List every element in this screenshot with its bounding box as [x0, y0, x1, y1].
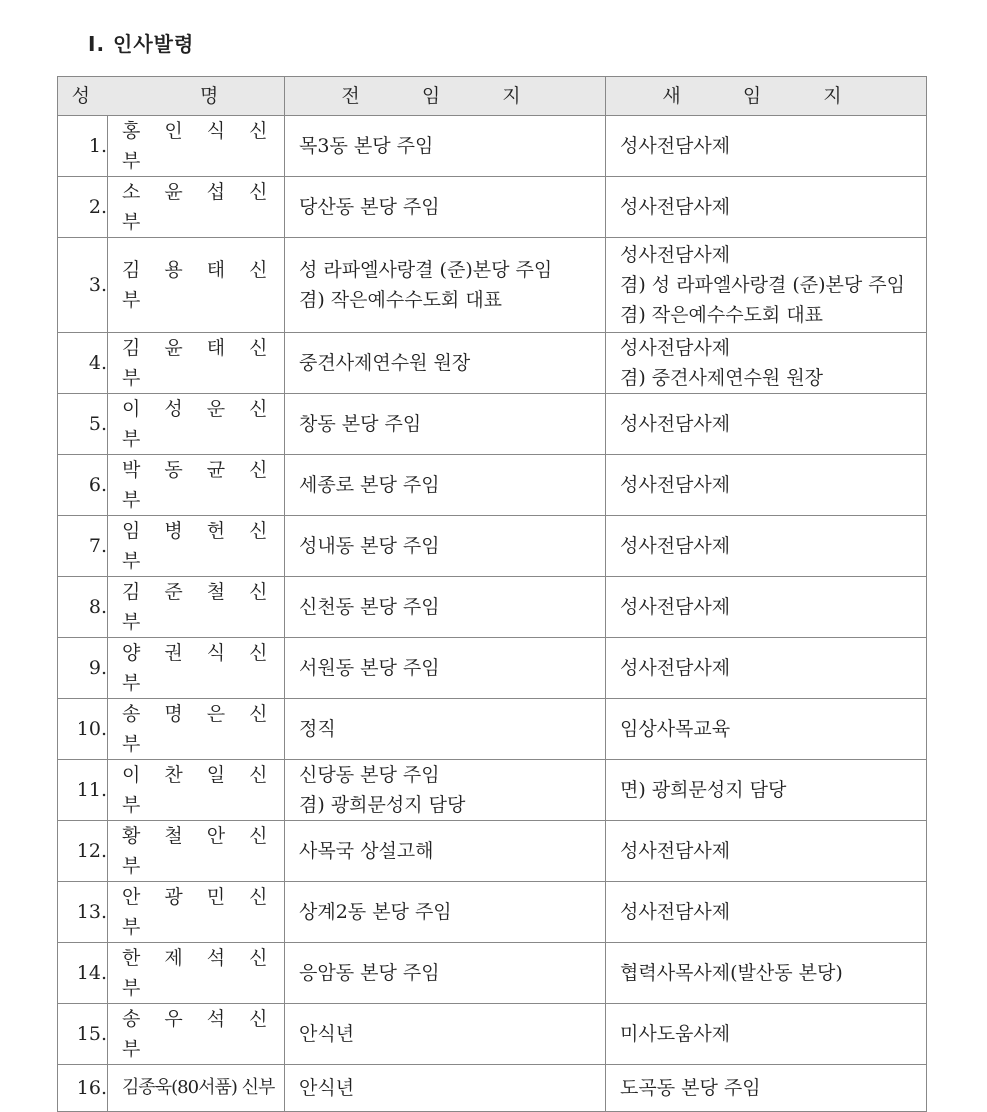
previous-post-line: 당산동 본당 주임: [299, 196, 440, 218]
table-row: [58, 516, 927, 577]
new-post-line: 성사전담사제: [620, 413, 731, 435]
new-post: [606, 238, 927, 333]
previous-post: [285, 1004, 606, 1065]
previous-post-line: 사목국 상설고해: [299, 840, 434, 862]
priest-name: 송 우 석 신부: [108, 1004, 285, 1065]
row-number: 11.: [58, 760, 108, 821]
previous-post-line: 안식년: [299, 1077, 355, 1099]
new-post-line: 성사전담사제: [620, 244, 731, 266]
new-post: [606, 333, 927, 394]
new-post-line: 겸) 중견사제연수원 원장: [620, 367, 824, 389]
previous-post-line: 상계2동 본당 주임: [299, 901, 452, 923]
new-post-line: 성사전담사제: [620, 337, 731, 359]
previous-post: [285, 577, 606, 638]
previous-post-line: 목3동 본당 주임: [299, 135, 434, 157]
new-post-line: 협력사목사제(발산동 본당): [620, 962, 843, 984]
new-post: [606, 1004, 927, 1065]
new-post: [606, 177, 927, 238]
priest-name: 이 성 운 신부: [108, 394, 285, 455]
table-row: [58, 333, 927, 394]
previous-post: [285, 116, 606, 177]
table-row: [58, 238, 927, 333]
header-name: 성 명: [58, 77, 285, 116]
header-to: 새 임 지: [606, 77, 927, 116]
previous-post: [285, 1065, 606, 1112]
previous-post: [285, 943, 606, 1004]
row-number: 7.: [58, 516, 108, 577]
table-row: [58, 455, 927, 516]
new-post-line: 성사전담사제: [620, 135, 731, 157]
table-row: [58, 821, 927, 882]
new-post-line: 도곡동 본당 주임: [620, 1077, 761, 1099]
previous-post: [285, 333, 606, 394]
table-row: [58, 760, 927, 821]
new-post-line: 임상사목교육: [620, 718, 731, 740]
priest-name: 황 철 안 신부: [108, 821, 285, 882]
new-post: [606, 394, 927, 455]
table-row: [58, 177, 927, 238]
priest-name: 김종욱(80서품) 신부: [108, 1065, 285, 1112]
previous-post: [285, 394, 606, 455]
section-title: Ⅰ. 인사발령: [88, 32, 195, 56]
new-post-line: 성사전담사제: [620, 196, 731, 218]
row-number: 5.: [58, 394, 108, 455]
new-post: [606, 760, 927, 821]
table-row: [58, 577, 927, 638]
table-row: [58, 638, 927, 699]
new-post-line: 성사전담사제: [620, 535, 731, 557]
previous-post: [285, 238, 606, 333]
new-post: [606, 943, 927, 1004]
table-row: [58, 1065, 927, 1112]
priest-name: 소 윤 섭 신부: [108, 177, 285, 238]
table-row: [58, 943, 927, 1004]
table-body: [58, 116, 927, 1112]
previous-post-line: 창동 본당 주임: [299, 413, 422, 435]
priest-name: 박 동 균 신부: [108, 455, 285, 516]
previous-post-line: 성내동 본당 주임: [299, 535, 440, 557]
new-post-line: 면) 광희문성지 담당: [620, 779, 787, 801]
table-row: [58, 1004, 927, 1065]
previous-post: [285, 882, 606, 943]
new-post-line: 겸) 작은예수수도회 대표: [620, 304, 824, 326]
new-post-line: 미사도움사제: [620, 1023, 731, 1045]
new-post: [606, 516, 927, 577]
row-number: 6.: [58, 455, 108, 516]
previous-post: [285, 177, 606, 238]
new-post: [606, 882, 927, 943]
row-number: 9.: [58, 638, 108, 699]
row-number: 8.: [58, 577, 108, 638]
priest-name: 홍 인 식 신부: [108, 116, 285, 177]
priest-name: 김 준 철 신부: [108, 577, 285, 638]
priest-name: 송 명 은 신부: [108, 699, 285, 760]
new-post-line: 성사전담사제: [620, 596, 731, 618]
priest-name: 이 찬 일 신부: [108, 760, 285, 821]
new-post-line: 성사전담사제: [620, 901, 731, 923]
priest-name: 김 윤 태 신부: [108, 333, 285, 394]
previous-post: [285, 516, 606, 577]
appointments-table: [57, 76, 927, 1112]
new-post: [606, 699, 927, 760]
row-number: 2.: [58, 177, 108, 238]
new-post-line: 성사전담사제: [620, 474, 731, 496]
previous-post: [285, 638, 606, 699]
priest-name: 김 용 태 신부: [108, 238, 285, 333]
previous-post-line: 정직: [299, 718, 336, 740]
table-row: [58, 116, 927, 177]
priest-name: 임 병 헌 신부: [108, 516, 285, 577]
table-row: [58, 699, 927, 760]
previous-post-line: 성 라파엘사랑결 (준)본당 주임: [299, 259, 553, 281]
previous-post: [285, 699, 606, 760]
previous-post-line: 중견사제연수원 원장: [299, 352, 471, 374]
new-post-line: 겸) 성 라파엘사랑결 (준)본당 주임: [620, 274, 905, 296]
new-post: [606, 455, 927, 516]
row-number: 16.: [58, 1065, 108, 1112]
row-number: 3.: [58, 238, 108, 333]
previous-post-line: 안식년: [299, 1023, 355, 1045]
previous-post-line: 서원동 본당 주임: [299, 657, 440, 679]
row-number: 1.: [58, 116, 108, 177]
new-post: [606, 821, 927, 882]
row-number: 13.: [58, 882, 108, 943]
previous-post-line: 신천동 본당 주임: [299, 596, 440, 618]
new-post: [606, 577, 927, 638]
previous-post: [285, 455, 606, 516]
priest-name: 안 광 민 신부: [108, 882, 285, 943]
new-post: [606, 638, 927, 699]
row-number: 14.: [58, 943, 108, 1004]
table-row: [58, 394, 927, 455]
row-number: 4.: [58, 333, 108, 394]
table-row: [58, 882, 927, 943]
previous-post: [285, 821, 606, 882]
row-number: 15.: [58, 1004, 108, 1065]
previous-post-line: 신당동 본당 주임: [299, 764, 440, 786]
previous-post-line: 세종로 본당 주임: [299, 474, 440, 496]
header-from: 전 임 지: [285, 77, 606, 116]
new-post: [606, 116, 927, 177]
priest-name: 한 제 석 신부: [108, 943, 285, 1004]
previous-post-line: 겸) 광희문성지 담당: [299, 794, 466, 816]
previous-post-line: 겸) 작은예수수도회 대표: [299, 289, 503, 311]
row-number: 10.: [58, 699, 108, 760]
previous-post-line: 응암동 본당 주임: [299, 962, 440, 984]
new-post-line: 성사전담사제: [620, 657, 731, 679]
new-post-line: 성사전담사제: [620, 840, 731, 862]
priest-name: 양 권 식 신부: [108, 638, 285, 699]
new-post: [606, 1065, 927, 1112]
previous-post: [285, 760, 606, 821]
table-header-row: [58, 77, 927, 116]
row-number: 12.: [58, 821, 108, 882]
